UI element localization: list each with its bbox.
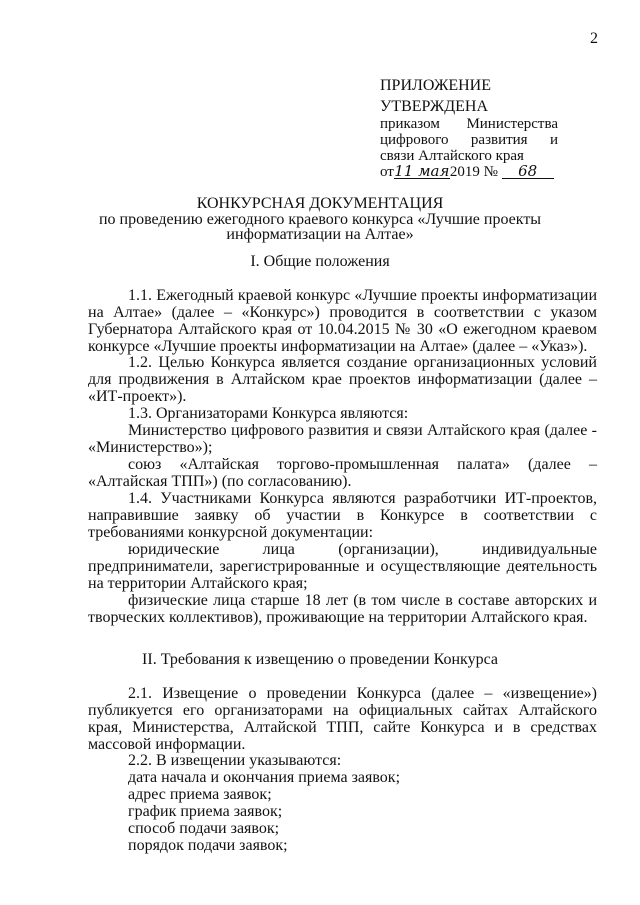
list-item: дата начала и окончания приема заявок;: [128, 769, 401, 786]
paragraph-1-3: 1.3. Организаторами Конкурса являются:: [128, 405, 409, 422]
paragraph-1-1: 1.1. Ежегодный краевой конкурс «Лучшие проекты информатизации на Алтае» (далее – «Конкурс») проводится в соответствии с указом Губернатора Алтайского края от 10.04.2015 № 30 «О ежегодном краевом конкурсе «Лучшие проекты информатизации на Алтае» (далее – «Указ»).: [88, 287, 597, 355]
participants-legal: юридические лица (организации), индивидуальные предприниматели, зарегистрированные и осуществляющие деятельность на территории Алтайского края;: [88, 541, 597, 592]
handwritten-number: 68: [502, 164, 554, 179]
document-title: КОНКУРСНАЯ ДОКУМЕНТАЦИЯ: [196, 195, 444, 212]
approval-line-1: приказом Министерства: [380, 116, 558, 132]
paragraph-1-2: 1.2. Целью Конкурса является создание организационных условий для продвижения в Алтайском крае проектов информатизации (далее – «ИТ-проект»).: [88, 354, 597, 405]
page-number: 2: [590, 30, 598, 47]
approved-label: УТВЕРЖДЕНА: [380, 98, 489, 115]
list-item: порядок подачи заявок;: [128, 837, 288, 854]
number-label: №: [483, 164, 498, 180]
approval-date-line: [380, 164, 558, 180]
document-subtitle-1: по проведению ежегодного краевого конкурса «Лучшие проекты: [98, 211, 542, 228]
section-1-heading: I. Общие положения: [250, 253, 390, 270]
organizer-ministry: Министерство цифрового развития и связи Алтайского края (далее - «Министерство»);: [88, 422, 597, 456]
appendix-label: ПРИЛОЖЕНИЕ: [380, 77, 492, 94]
list-item: способ подачи заявок;: [128, 820, 280, 837]
paragraph-2-1: 2.1. Извещение о проведении Конкурса (далее – «извещение») публикуется его организаторами на официальных сайтах Алтайского края, Министерства, Алтайской ТПП, сайте Конкурса и в средствах массовой информации.: [88, 685, 597, 753]
paragraph-2-2: 2.2. В извещении указываются:: [128, 752, 342, 769]
approval-block: [380, 76, 558, 180]
list-item: адрес приема заявок;: [128, 786, 272, 803]
paragraph-1-4: 1.4. Участниками Конкурса являются разработчики ИТ-проектов, направившие заявку об участии в Конкурсе в соответствии с требованиями конкурсной документации:: [88, 490, 597, 541]
organizer-chamber: союз «Алтайская торгово-промышленная палата» (далее – «Алтайская ТПП») (по согласованию).: [88, 456, 597, 490]
approval-line-3: связи Алтайского края: [380, 148, 524, 164]
approval-line-2: цифрового развития и: [380, 132, 558, 148]
date-prefix: от: [380, 164, 394, 180]
list-item: график приема заявок;: [128, 803, 283, 820]
handwritten-date: 11 мая: [394, 162, 450, 180]
participants-individuals: физические лица старше 18 лет (в том числе в составе авторских и творческих коллективов), проживающие на территории Алтайского края.: [88, 592, 597, 626]
document-subtitle-2: информатизации на Алтае»: [226, 226, 414, 243]
section-2-heading: II. Требования к извещению о проведении Конкурса: [142, 651, 498, 668]
year: 2019: [449, 164, 480, 180]
